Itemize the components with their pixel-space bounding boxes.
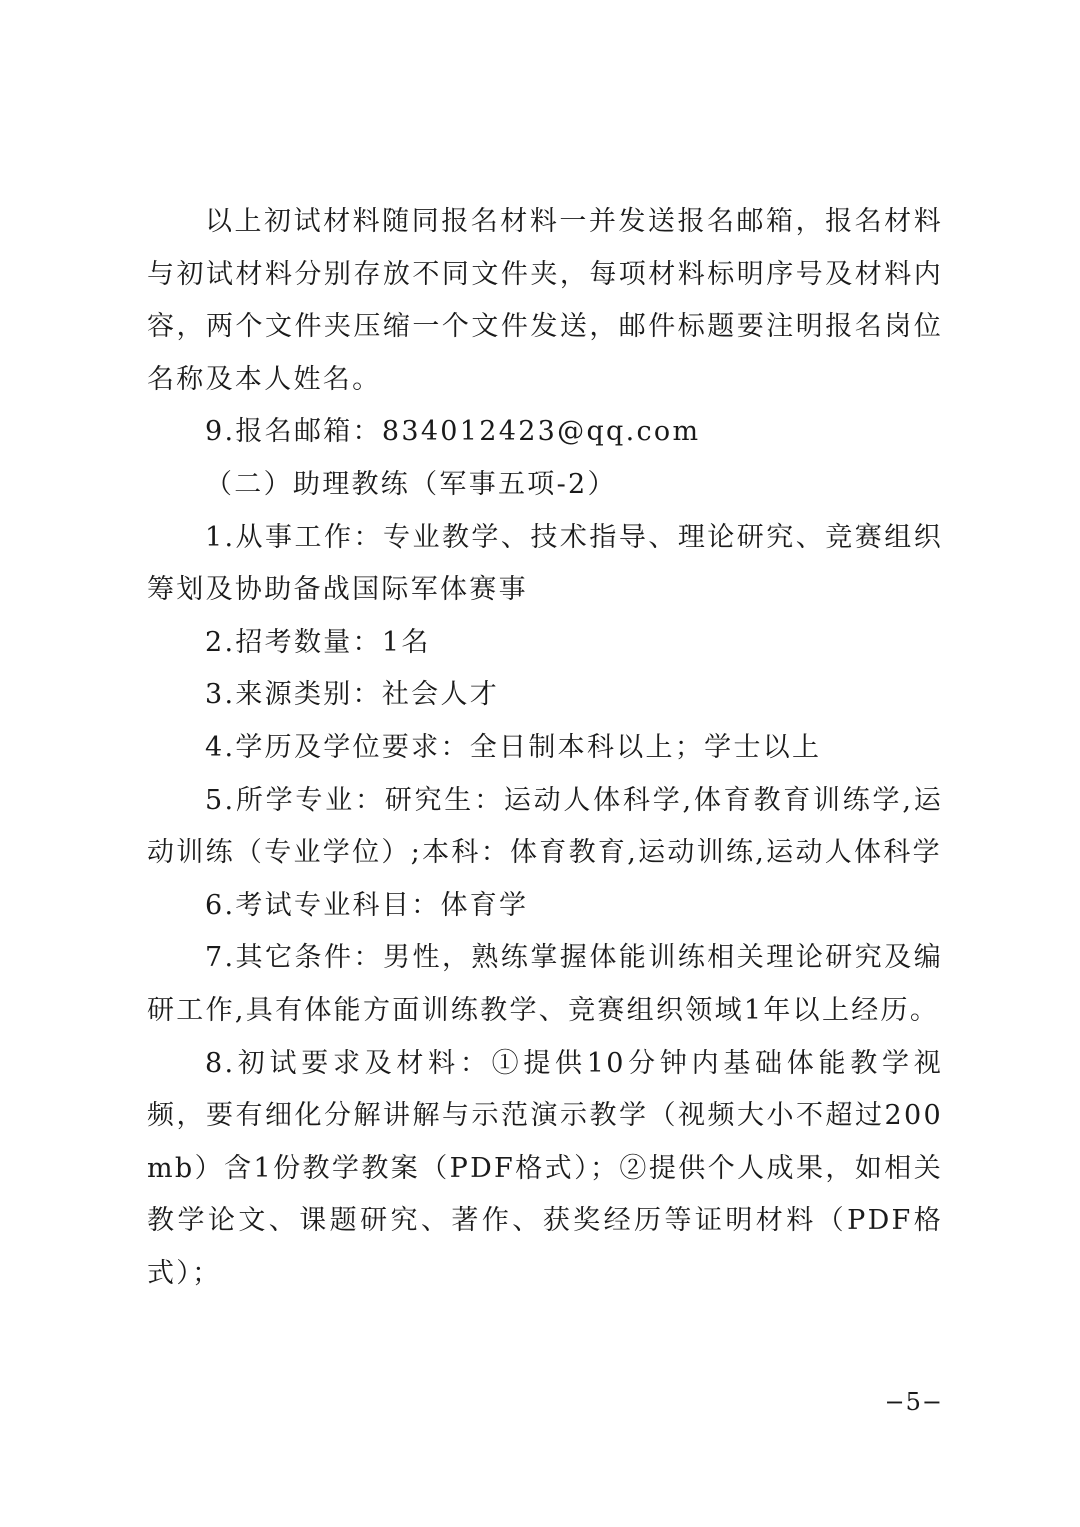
- paragraph-job-duties: 1.从事工作：专业教学、技术指导、理论研究、竞赛组织筹划及协助备战国际军体赛事: [147, 521, 943, 606]
- paragraph-quota: 2.招考数量：1名: [205, 626, 431, 658]
- paragraph-preliminary-materials: 8.初试要求及材料：①提供10分钟内基础体能教学视频，要有细化分解讲解与示范演示教学（视频大小不超过200mb）含1份教学教案（PDF格式）；②提供个人成果，如相关教学论文、课题研究、著作、获奖经历等证明材料（PDF格式）；: [147, 1047, 943, 1289]
- paragraph-materials-submission: 以上初试材料随同报名材料一并发送报名邮箱，报名材料与初试材料分别存放不同文件夹，每项材料标明序号及材料内容，两个文件夹压缩一个文件发送，邮件标题要注明报名岗位名称及本人姓名。: [147, 206, 943, 395]
- section-heading-assistant-coach: （二）助理教练（军事五项-2）: [205, 468, 617, 500]
- page-number: −5−: [884, 1388, 943, 1416]
- paragraph-education-requirements: 4.学历及学位要求：全日制本科以上；学士以上: [205, 731, 822, 763]
- paragraph-signup-email: 9.报名邮箱：834012423@qq.com: [205, 416, 701, 448]
- paragraph-source-category: 3.来源类别：社会人才: [205, 679, 500, 711]
- paragraph-other-conditions: 7.其它条件：男性，熟练掌握体能训练相关理论研究及编研工作,具有体能方面训练教学、竞赛组织领域1年以上经历。: [147, 942, 943, 1026]
- document-body: [147, 196, 943, 1300]
- paragraph-exam-subject: 6.考试专业科目：体育学: [205, 889, 529, 921]
- paragraph-majors: 5.所学专业：研究生：运动人体科学,体育教育训练学,运动训练（专业学位）;本科：体育教育,运动训练,运动人体科学: [147, 784, 943, 869]
